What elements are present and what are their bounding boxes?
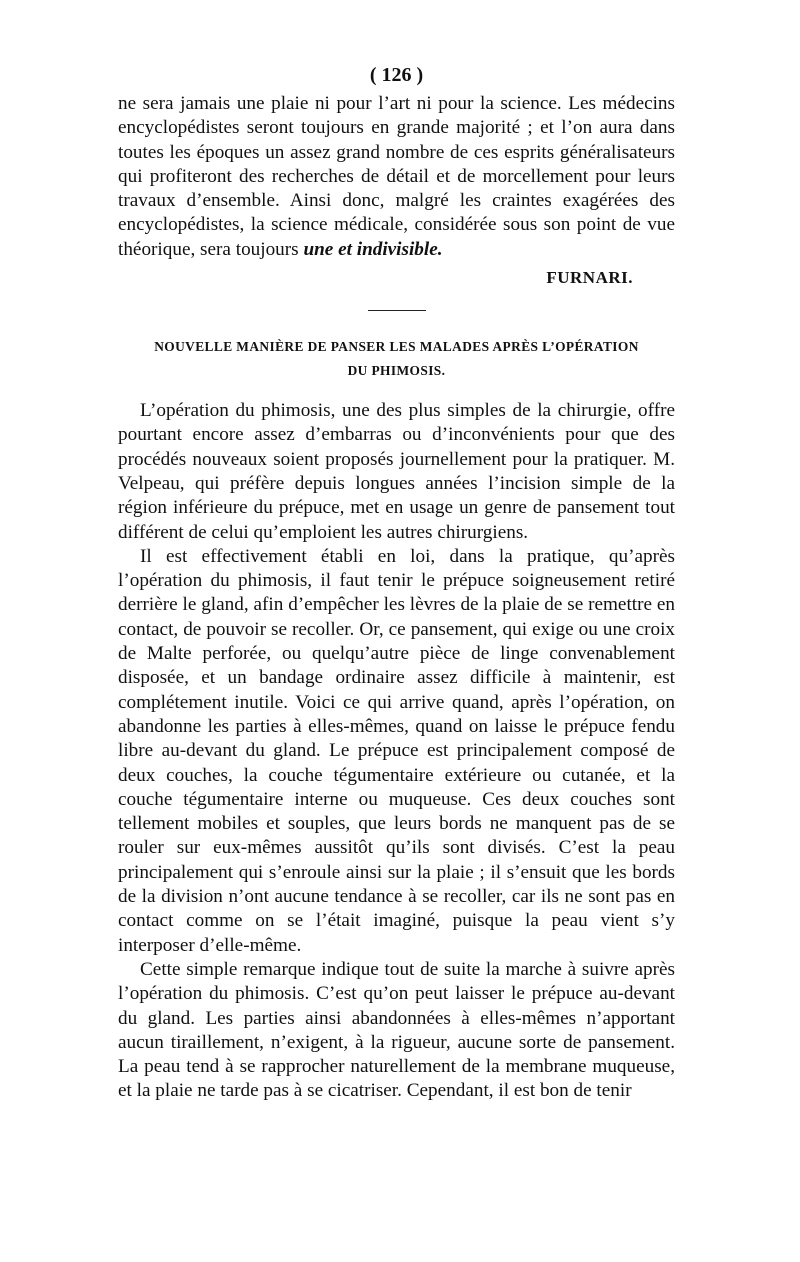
section-title-line-2: DU PHIMOSIS. bbox=[347, 363, 446, 379]
page-number: ( 126 ) bbox=[369, 64, 424, 86]
section-title-line-1: NOUVELLE MANIÈRE DE PANSER LES MALADES APRÈS L’OPÉRATION bbox=[154, 339, 639, 355]
book-page bbox=[118, 62, 675, 1104]
section-divider bbox=[368, 310, 426, 311]
opening-emphasis: une et indivisible. bbox=[303, 238, 443, 260]
section-title bbox=[118, 335, 675, 383]
body-paragraph-2: Il est effectivement établi en loi, dans la pratique, qu’après l’opération du phimosis, il faut tenir le prépuce soigneusement retiré derrière le gland, afin d’empêcher les lèvres de la plaie de se remettre en contact, de pouvoir se recoller. Or, ce pansement, qui exige ou une croix de Malte perforée, ou quelqu’autre pièce de linge convenablement disposée, et un bandage ordinaire assez difficile à maintenir, est complétement inutile. Voici ce qui arrive quand, après l’opération, on abandonne les parties à elles-mêmes, quand on laisse le prépuce fendu libre au-devant du gland. Le prépuce est principalement composé de deux couches, la couche tégumentaire extérieure ou cutanée, et la couche tégumentaire interne ou muqueuse. Ces deux couches sont tellement mobiles et souples, que leurs bords ne manquent pas de se rouler sur eux-mêmes aussitôt qu’ils sont divisés. C’est la peau principalement qui s’enroule ainsi sur la plaie ; il s’ensuit que les bords de la division n’ont aucune tendance à se recoller, car ils ne sont pas en contact comme on se l’était imaginé, puisque la peau vient s’y interposer d’elle-même. bbox=[118, 545, 675, 956]
opening-paragraph bbox=[118, 92, 675, 262]
body-paragraph-1: L’opération du phimosis, une des plus simples de la chirurgie, offre pourtant encore assez d’embarras ou d’inconvénients pour que des procédés nouveaux soient proposés journellement pour la pratiquer. M. Velpeau, qui préfère depuis longues années l’incision simple de la région inférieure du prépuce, met en usage un genre de pansement tout différent de celui qu’emploient les autres chirurgiens. bbox=[118, 400, 675, 543]
body-paragraph-3: Cette simple remarque indique tout de suite la marche à suivre après l’opération du phimosis. C’est qu’on peut laisser le prépuce au-devant du gland. Les parties ainsi abandonnées à elles-mêmes n’apportant aucun tiraillement, n’exigent, à la rigueur, aucune sorte de pansement. La peau tend à se rapprocher naturellement de la membrane muqueuse, et la plaie ne tarde pas à se cicatriser. Cependant, il est bon de tenir bbox=[118, 958, 675, 1102]
author-signature: FURNARI. bbox=[546, 268, 633, 288]
opening-paragraph-text: ne sera jamais une plaie ni pour l’art ni pour la science. Les médecins encyclopédistes seront toujours en grande majorité ; et l’on aura dans toutes les époques un assez grand nombre de ces esprits généralisateurs qui profiteront des recherches de détail et de morcellement pour leurs travaux d’ensemble. Ainsi donc, malgré les craintes exagérées des encyclopédistes, la science médicale, considérée sous son point de vue théorique, sera toujours bbox=[118, 93, 675, 260]
